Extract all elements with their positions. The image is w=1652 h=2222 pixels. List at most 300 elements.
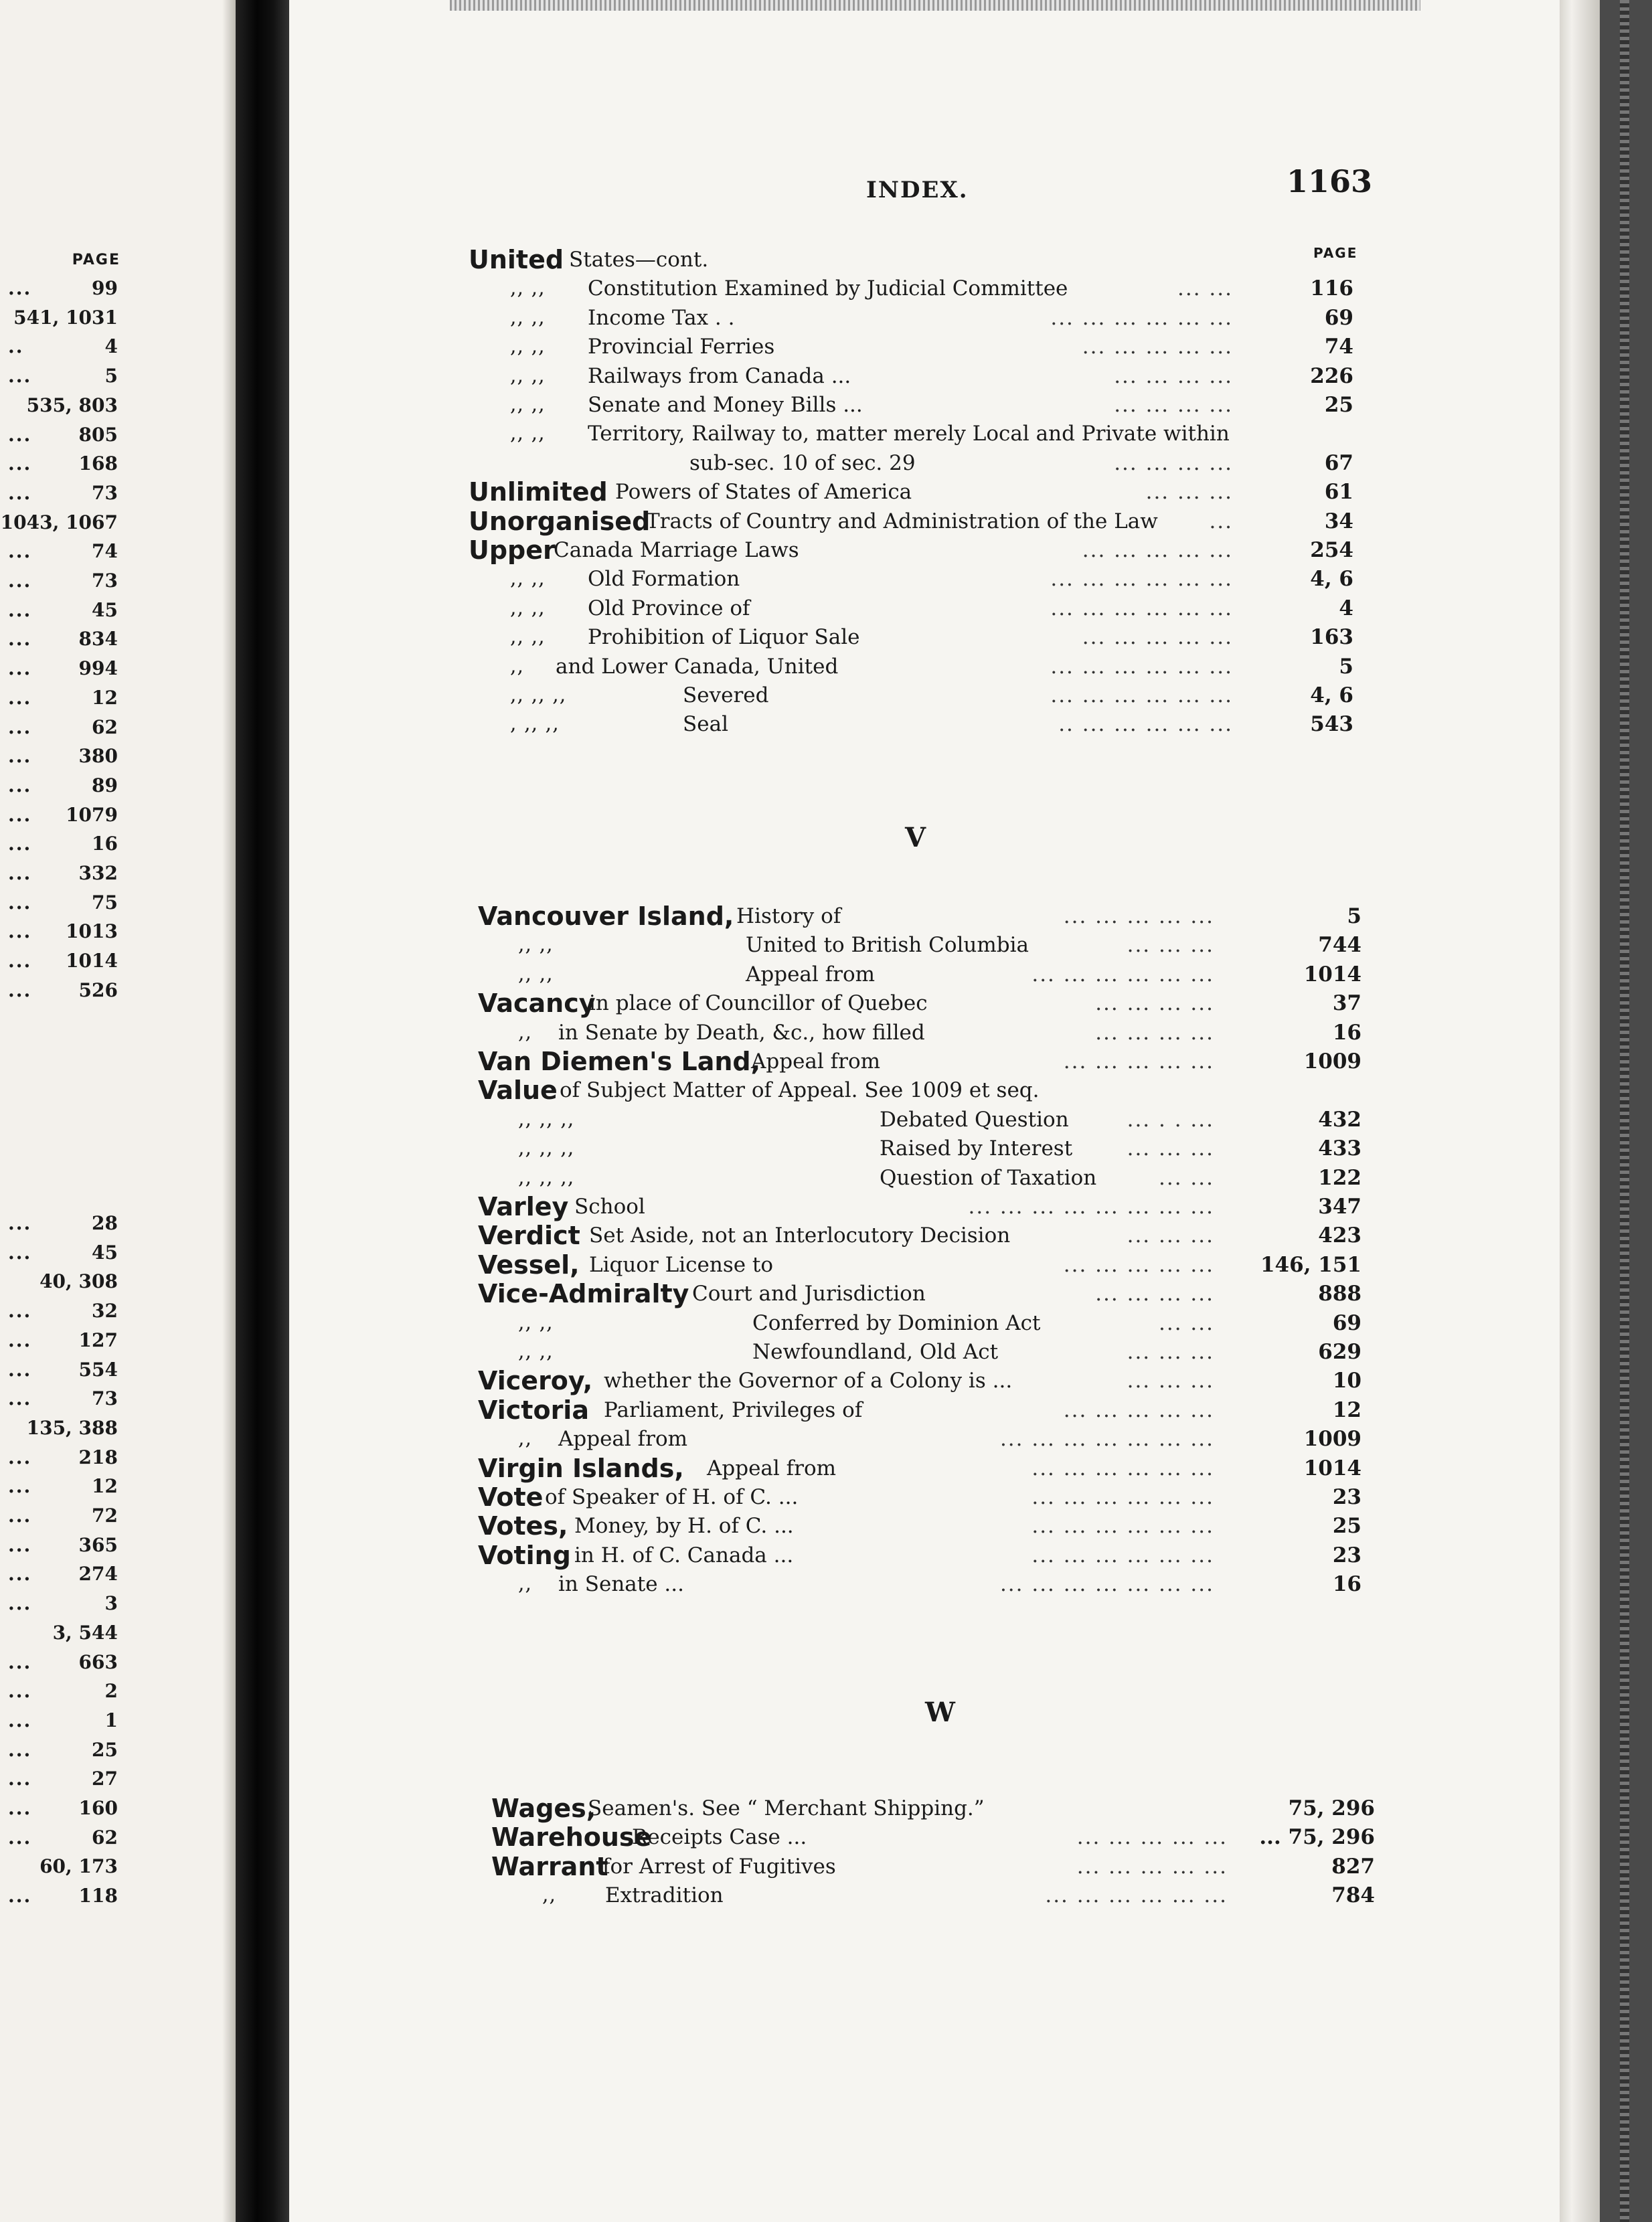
page-reference: 160 (78, 1797, 118, 1819)
left-index-line (0, 1589, 118, 1618)
left-index-line (0, 1443, 118, 1472)
page-reference: 784 (1331, 1883, 1375, 1908)
ditto-marks: ,, ,, ,, (518, 1107, 575, 1131)
left-index-line (0, 508, 118, 537)
page-reference: 73 (92, 1387, 118, 1410)
ditto-marks: ,, ,, (510, 335, 546, 359)
leader-dots: ... ... ... ... ... ... (1031, 1456, 1214, 1480)
index-subentry (469, 361, 1353, 391)
page-reference: 5 (1339, 654, 1353, 679)
page-reference: ... 75, 296 (1259, 1825, 1375, 1850)
leader-dots: ... (8, 1533, 32, 1556)
page-reference: 74 (1324, 335, 1353, 359)
leader-dots: ... ... (1159, 1165, 1214, 1190)
entry-text: Court and Jurisdiction (692, 1282, 926, 1306)
left-index-line (0, 537, 118, 566)
leader-dots: ... ... ... (1127, 1223, 1214, 1248)
page-reference: 23 (1332, 1485, 1361, 1509)
leader-dots: ... (8, 978, 32, 1001)
leader-dots: ... ... ... ... ... ... (1050, 683, 1233, 707)
leader-dots: ... ... ... ... ... (1082, 625, 1233, 650)
page-reference: 72 (92, 1505, 118, 1527)
entry-text: Railways from Canada ... (588, 363, 851, 388)
index-subentry (469, 681, 1353, 710)
page-fore-edge (1560, 0, 1600, 2222)
entry-text: United to British Columbia (746, 933, 1029, 958)
left-index-line (0, 917, 118, 946)
leader-dots: ... ... (1177, 276, 1233, 301)
index-entry (491, 1852, 1375, 1881)
page-reference: 16 (1332, 1020, 1361, 1045)
ditto-marks: ,, ,, (510, 567, 546, 591)
entry-heading: Virgin Islands, (478, 1453, 684, 1483)
page-reference: 5 (1347, 904, 1361, 928)
ditto-marks: ,, ,, ,, (518, 1136, 575, 1161)
leader-dots: ... (8, 1592, 32, 1615)
leader-dots: ... ... ... ... ... (1082, 335, 1233, 359)
section-letter-w: W (925, 1697, 955, 1728)
entry-text: Seal (683, 712, 728, 737)
page-reference: 380 (78, 745, 118, 768)
leader-dots: ... (8, 598, 32, 621)
left-index-line (0, 1648, 118, 1677)
left-index-line (0, 888, 118, 918)
entry-heading: Warehouse (491, 1822, 652, 1853)
left-index-line (0, 1238, 118, 1268)
page-reference: 69 (1332, 1310, 1361, 1335)
leader-dots: ... (8, 1300, 32, 1322)
entry-text: Severed (683, 683, 769, 707)
leader-dots: ... ... ... ... ... ... (1050, 567, 1233, 592)
page-reference: 122 (1318, 1165, 1361, 1190)
index-entry (491, 1822, 1375, 1852)
leader-dots: ... (8, 1329, 32, 1351)
book-binding (236, 0, 289, 2222)
entry-text: School (574, 1195, 645, 1219)
entry-heading: Wages, (491, 1794, 596, 1823)
index-entry (478, 1454, 1361, 1483)
leader-dots: ... ... ... ... ... ... (1031, 962, 1214, 987)
index-entry (478, 1482, 1361, 1512)
page-reference: 12 (1332, 1397, 1361, 1422)
left-index-line (0, 829, 118, 859)
index-subentry (469, 448, 1353, 478)
page-reference: 99 (92, 277, 118, 299)
left-index-line (0, 859, 118, 888)
entry-heading: Warrant (491, 1851, 608, 1881)
leader-dots: ... ... ... ... ... (1076, 1825, 1228, 1850)
leader-dots: ... ... ... ... ... ... (1050, 596, 1233, 620)
page-reference: 25 (92, 1738, 118, 1761)
entry-text: Canada Marriage Laws (554, 538, 799, 562)
leader-dots: ... (8, 1680, 32, 1703)
leader-dots: ... (8, 481, 32, 504)
page-reference: 1014 (66, 950, 118, 972)
left-index-line (0, 1209, 118, 1238)
leader-dots: ... (8, 365, 32, 388)
page-reference: 37 (1332, 991, 1361, 1016)
leader-dots: ... (8, 1768, 32, 1790)
leader-dots: ... (8, 1446, 32, 1468)
ditto-marks: ,, ,, (510, 625, 546, 649)
index-subentry (469, 274, 1353, 303)
page-reference: 3, 544 (52, 1621, 118, 1644)
page-reference: 3 (104, 1592, 118, 1615)
leader-dots: ... (1209, 509, 1233, 533)
page-column-label: PAGE (1313, 245, 1358, 261)
page-reference: 834 (78, 628, 118, 651)
page-reference: 4 (1339, 596, 1353, 620)
leader-dots: ... ... ... ... ... ... (1031, 1543, 1214, 1567)
index-subentry (491, 1881, 1375, 1910)
ditto-marks: ,, ,, (510, 422, 546, 446)
leader-dots: ... ... ... ... (1095, 1282, 1214, 1306)
page-reference: 1014 (1303, 1456, 1361, 1480)
page-reference: 45 (92, 598, 118, 621)
entry-heading: Van Diemen's Land, (478, 1047, 761, 1076)
page-reference: 526 (78, 978, 118, 1001)
entry-text: Income Tax . . (588, 305, 735, 330)
page-reference: 127 (78, 1329, 118, 1351)
page-reference: 365 (78, 1533, 118, 1556)
page-reference: 554 (78, 1358, 118, 1381)
entry-text: Question of Taxation (880, 1165, 1097, 1190)
ditto-marks: ,, (542, 1883, 557, 1907)
leader-dots: ... (8, 1650, 32, 1673)
index-entry (469, 477, 1353, 507)
leader-dots: ... (8, 452, 32, 475)
leader-dots: ... ... ... (1127, 1369, 1214, 1393)
index-entry (478, 1541, 1361, 1570)
entry-text: Provincial Ferries (588, 335, 775, 359)
page-reference: 4, 6 (1310, 683, 1353, 707)
leader-dots: ... (8, 1241, 32, 1264)
page-reference: 543 (1310, 712, 1353, 737)
page-reference: 1043, 1067 (0, 511, 118, 533)
page-reference: 40, 308 (39, 1270, 118, 1293)
index-page (289, 0, 1600, 2222)
leader-dots: ... ... ... (1127, 933, 1214, 958)
index-entry (469, 535, 1353, 565)
leader-dots: ... (8, 1475, 32, 1498)
index-entry (478, 1250, 1361, 1280)
entry-text: and Lower Canada, United (556, 654, 839, 679)
leader-dots: ... (8, 1885, 32, 1907)
entry-text: Territory, Railway to, matter merely Local and Private within (588, 422, 1230, 446)
left-index-line (0, 1706, 118, 1735)
index-subentry (478, 930, 1361, 960)
leader-dots: ... ... ... ... ... ... ... (999, 1572, 1214, 1597)
entry-heading: Vote (478, 1482, 544, 1512)
entry-text: Parliament, Privileges of (604, 1397, 863, 1422)
ditto-marks: ,, (510, 654, 525, 678)
left-index-line (0, 1296, 118, 1326)
entry-text: States—cont. (569, 248, 709, 272)
index-subentry (478, 960, 1361, 989)
left-index-line (0, 1501, 118, 1531)
leader-dots: ... (8, 423, 32, 446)
ditto-marks: ,, ,, (510, 596, 546, 620)
leader-dots: ... (8, 540, 32, 563)
entry-text: for Arrest of Fugitives (602, 1854, 836, 1879)
entry-text: Money, by H. of C. ... (574, 1514, 794, 1539)
leader-dots: ... ... ... (1127, 1136, 1214, 1161)
leader-dots: ... ... ... ... ... (1063, 1252, 1214, 1277)
page-reference: 45 (92, 1241, 118, 1264)
index-subentry (478, 1105, 1361, 1134)
ditto-marks: ,, (518, 1572, 533, 1596)
index-subentry (478, 1569, 1361, 1599)
page-reference: 744 (1318, 933, 1361, 958)
left-index-line (0, 1267, 118, 1296)
leader-dots: .. (8, 335, 24, 358)
leader-dots: ... ... ... ... ... ... ... (999, 1427, 1214, 1452)
left-index-line (0, 1559, 118, 1589)
entry-text: Appeal from (746, 962, 876, 987)
ditto-marks: ,, ,, (518, 1310, 554, 1335)
leader-dots: ... ... ... ... ... ... (1031, 1485, 1214, 1509)
leader-dots: ... (8, 803, 32, 826)
leader-dots: ... (8, 1797, 32, 1819)
entry-text: Constitution Examined by Judicial Committee (588, 276, 1068, 301)
page-reference: 805 (78, 423, 118, 446)
entry-heading: Unlimited (469, 477, 608, 507)
leader-dots: ... . . ... (1127, 1107, 1214, 1132)
entry-text: of Subject Matter of Appeal. See 1009 et seq. (560, 1078, 1040, 1103)
page-reference: 168 (78, 452, 118, 475)
entry-text: Powers of States of America (615, 480, 912, 505)
left-index-line (0, 1794, 118, 1823)
page-reference: 1014 (1303, 962, 1361, 987)
index-subentry (469, 390, 1353, 420)
left-index-line (0, 1852, 118, 1881)
entry-heading: Vancouver Island, (478, 902, 734, 931)
left-index-line (0, 361, 118, 391)
entry-text: History of (736, 904, 841, 928)
page-reference: 226 (1310, 363, 1353, 388)
leader-dots: ... ... ... ... (1114, 450, 1233, 475)
entry-heading: Voting (478, 1540, 571, 1570)
index-subentry (478, 1308, 1361, 1338)
index-subentry (469, 594, 1353, 623)
leader-dots: ... (8, 774, 32, 796)
entry-text: Old Province of (588, 596, 750, 620)
leader-dots: ... (8, 1709, 32, 1731)
index-subentry (478, 1134, 1361, 1163)
index-subentry (469, 564, 1353, 594)
leader-dots: ... (8, 1212, 32, 1234)
page-reference: 12 (92, 1475, 118, 1498)
left-index-line (0, 976, 118, 1005)
page-reference: 12 (92, 686, 118, 709)
left-page-label: PAGE (72, 252, 120, 268)
index-entry (491, 1794, 1375, 1823)
entry-text: Appeal from (707, 1456, 837, 1480)
page-title: INDEX. (866, 177, 969, 203)
page-reference: 2 (104, 1680, 118, 1703)
leader-dots: ... (8, 1358, 32, 1381)
left-index-line (0, 1355, 118, 1385)
page-reference: 146, 151 (1260, 1252, 1361, 1277)
left-index-line (0, 420, 118, 450)
page-reference: 1009 (1303, 1049, 1361, 1074)
entry-text: Prohibition of Liquor Sale (588, 625, 860, 650)
page-reference: 25 (1324, 393, 1353, 417)
left-index-line (0, 391, 118, 420)
index-entry (478, 1395, 1361, 1425)
page-reference: 274 (78, 1563, 118, 1586)
page-reference: 1079 (66, 803, 118, 826)
left-index-line (0, 1618, 118, 1648)
page-reference: 25 (1332, 1514, 1361, 1539)
left-index-line (0, 566, 118, 596)
leader-dots: ... (8, 745, 32, 768)
ditto-marks: ,, ,, (518, 962, 554, 986)
ditto-marks: ,, ,, ,, (518, 1165, 575, 1189)
index-subentry (469, 652, 1353, 681)
index-entry (478, 989, 1361, 1018)
page-reference: 28 (92, 1212, 118, 1234)
left-index-line (0, 1326, 118, 1355)
page-reference: 4, 6 (1310, 567, 1353, 592)
leader-dots: ... ... ... (1145, 480, 1233, 505)
page-reference: 10 (1332, 1369, 1361, 1393)
leader-dots: ... (8, 1505, 32, 1527)
leader-dots: ... ... ... ... ... (1063, 1397, 1214, 1422)
entry-text: Liquor License to (589, 1252, 774, 1277)
page-reference: 73 (92, 570, 118, 592)
index-subentry (469, 622, 1353, 652)
page-reference: 16 (1332, 1572, 1361, 1597)
leader-dots: ... (8, 862, 32, 884)
page-reference: 663 (78, 1650, 118, 1673)
page-reference: 535, 803 (26, 394, 118, 416)
previous-page (0, 0, 236, 2222)
leader-dots: ... ... ... ... (1114, 393, 1233, 417)
index-subentry (469, 303, 1353, 333)
page-reference: 629 (1318, 1340, 1361, 1364)
page-reference: 67 (1324, 450, 1353, 475)
entry-text: of Speaker of H. of C. ... (545, 1485, 799, 1509)
index-entry (478, 902, 1361, 931)
left-index-line (0, 1677, 118, 1706)
page-reference: 34 (1324, 509, 1353, 533)
leader-dots: ... (8, 950, 32, 972)
leader-dots: ... (8, 715, 32, 738)
entry-heading: Vice-Admiralty (478, 1279, 689, 1309)
left-index-line (0, 274, 118, 303)
leader-dots: .. ... ... ... ... ... (1058, 712, 1233, 737)
leader-dots: ... ... ... ... ... (1076, 1854, 1228, 1879)
index-entry (478, 1221, 1361, 1250)
page-reference: 423 (1318, 1223, 1361, 1248)
leader-dots: ... (8, 1563, 32, 1586)
entry-heading: Victoria (478, 1395, 589, 1425)
entry-text: Receipts Case ... (632, 1825, 807, 1850)
leader-dots: ... ... ... ... ... ... (1031, 1514, 1214, 1539)
leader-dots: ... ... (1159, 1310, 1214, 1335)
left-index-line (0, 1735, 118, 1765)
page-reference: 73 (92, 481, 118, 504)
leader-dots: ... ... ... ... ... ... (1045, 1883, 1228, 1908)
entry-heading: Verdict (478, 1221, 580, 1251)
entry-text: Tracts of Country and Administration of the Law (646, 509, 1158, 533)
left-index-line (0, 1384, 118, 1414)
scanner-edge-strip (1620, 0, 1629, 2222)
entry-heading: Votes, (478, 1511, 568, 1541)
leader-dots: ... (8, 833, 32, 855)
left-index-line (0, 1531, 118, 1560)
left-index-line (0, 303, 118, 333)
page-reference: 75, 296 (1288, 1796, 1375, 1820)
page-reference: 27 (92, 1768, 118, 1790)
page-reference: 62 (92, 715, 118, 738)
leader-dots: ... (8, 1738, 32, 1761)
entry-text: Extradition (605, 1883, 724, 1908)
leader-dots: ... (8, 1826, 32, 1849)
index-entry (478, 1279, 1361, 1308)
index-subentry (478, 1018, 1361, 1047)
entry-text: in H. of C. Canada ... (574, 1543, 794, 1567)
page-reference: 62 (92, 1826, 118, 1849)
scan-top-edge (450, 0, 1420, 11)
left-index-line (0, 1764, 118, 1794)
left-index-line (0, 713, 118, 742)
leader-dots: ... (8, 686, 32, 709)
left-index-line (0, 946, 118, 976)
leader-dots: ... ... ... (1127, 1340, 1214, 1364)
index-subentry (478, 1163, 1361, 1193)
entry-heading: Vacancy (478, 989, 596, 1019)
page-reference: 433 (1318, 1136, 1361, 1161)
index-subentry (478, 1424, 1361, 1454)
ditto-marks: ,, (518, 1427, 533, 1451)
entry-text: Conferred by Dominion Act (752, 1310, 1041, 1335)
entry-text: whether the Governor of a Colony is ... (604, 1369, 1013, 1393)
page-reference: 332 (78, 862, 118, 884)
ditto-marks: ,, ,, (518, 933, 554, 957)
page-reference: 89 (92, 774, 118, 796)
left-index-line (0, 624, 118, 654)
left-index-line (0, 332, 118, 361)
leader-dots: ... ... ... ... ... ... ... ... (968, 1195, 1214, 1219)
leader-dots: ... (8, 1387, 32, 1410)
index-entry (478, 1047, 1361, 1076)
page-reference: 32 (92, 1300, 118, 1322)
page-reference: 116 (1310, 276, 1353, 301)
scanner-edge (1600, 0, 1652, 2222)
page-reference: 432 (1318, 1107, 1361, 1132)
leader-dots: ... (8, 628, 32, 651)
entry-text: Newfoundland, Old Act (752, 1340, 999, 1364)
entry-heading: Upper (469, 535, 556, 565)
left-index-line (0, 1414, 118, 1443)
entry-heading: Varley (478, 1192, 569, 1221)
page-reference: 1 (104, 1709, 118, 1731)
entry-text: in Senate by Death, &c., how filled (558, 1020, 925, 1045)
entry-heading: Viceroy, (478, 1366, 593, 1396)
page-reference: 135, 388 (26, 1416, 118, 1439)
index-entry (478, 1076, 1361, 1105)
ditto-marks: ,, (518, 1020, 533, 1044)
entry-text: Appeal from (558, 1427, 688, 1452)
page-reference: 1013 (66, 920, 118, 943)
leader-dots: ... ... ... ... ... ... (1050, 305, 1233, 330)
left-index-line (0, 449, 118, 479)
page-reference: 888 (1318, 1282, 1361, 1306)
entry-heading: Unorganised (469, 506, 651, 536)
page-reference: 60, 173 (39, 1855, 118, 1878)
